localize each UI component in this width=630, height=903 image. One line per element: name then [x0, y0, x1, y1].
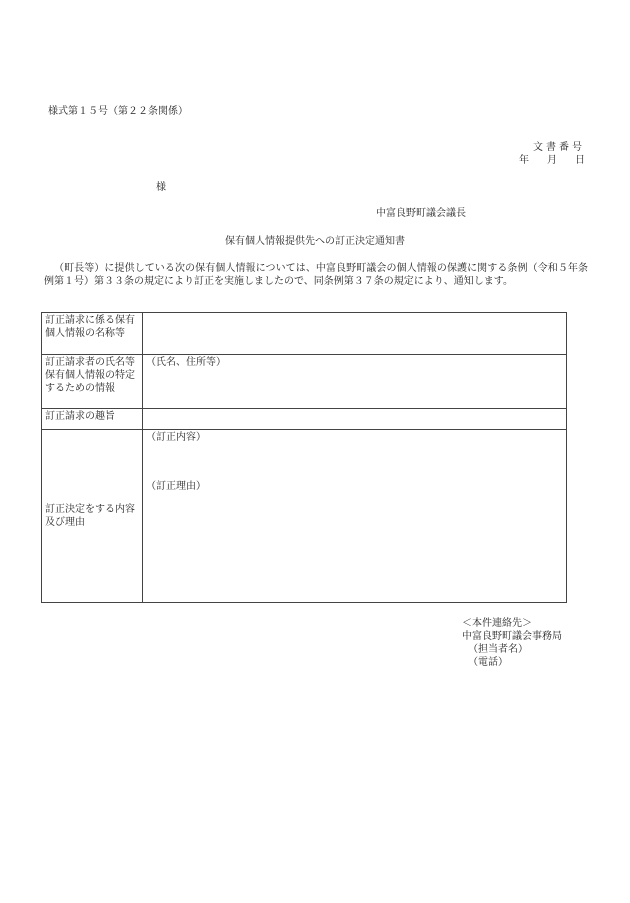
row-value-purpose: [143, 409, 567, 430]
table-row: [42, 355, 567, 409]
table-row: [42, 409, 567, 430]
correction-details-table: [41, 312, 567, 603]
contact-person: （担当者名）: [468, 644, 528, 655]
document-date: [519, 154, 585, 167]
contact-heading: ＜本件連絡先＞: [462, 618, 532, 629]
row-value-requester: （氏名、住所等）: [143, 355, 567, 409]
row-label-purpose: 訂正請求の趣旨: [42, 409, 143, 430]
contact-office: 中富良野町議会事務局: [462, 631, 562, 642]
form-number: 様式第１５号（第２２条関係）: [48, 106, 188, 117]
document-title: 保有個人情報提供先への訂正決定通知書: [225, 236, 405, 247]
table-row: [42, 430, 567, 603]
sender: 中富良野町議会議長: [376, 208, 466, 219]
date-year: 年: [519, 155, 529, 166]
correction-content-label: （訂正内容）: [146, 432, 206, 443]
addressee-honorific: 様: [156, 182, 166, 193]
contact-phone: （電話）: [468, 657, 508, 668]
date-day: 日: [575, 155, 585, 166]
document-number: 文書番号: [533, 142, 585, 153]
row-value-decision: [143, 430, 567, 603]
contact-block: [462, 617, 562, 669]
row-label-decision: 訂正決定をする内容及び理由: [42, 430, 143, 603]
row-label-requester: 訂正請求者の氏名等保有個人情報の特定するための情報: [42, 355, 143, 409]
correction-reason-label: （訂正理由）: [146, 481, 206, 492]
row-value-info-name: [143, 313, 567, 355]
date-month: 月: [547, 155, 557, 166]
body-paragraph: （町長等）に提供している次の保有個人情報については、中富良野町議会の個人情報の保護に関する条例（令和５年条例第１号）第３３条の規定により訂正を実施しましたので、同条例第３７条の規定により、通知します。: [44, 263, 588, 287]
row-label-info-name: 訂正請求に係る保有個人情報の名称等: [42, 313, 143, 355]
table-row: [42, 313, 567, 355]
